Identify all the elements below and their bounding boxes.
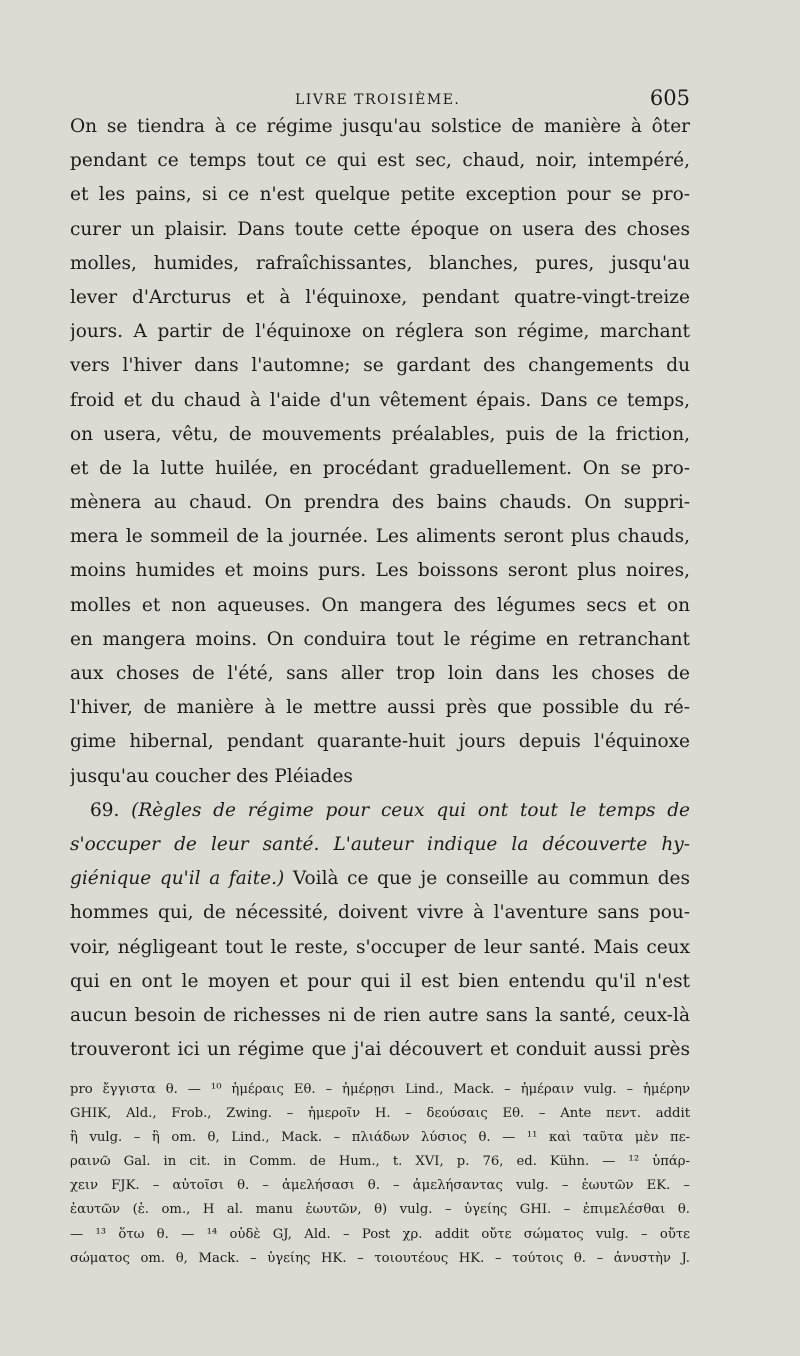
- section-title-end: giénique qu'il a faite.): [70, 868, 285, 890]
- footnotes: [70, 1078, 690, 1271]
- section-number: 69.: [90, 799, 120, 821]
- text-line: lever d'Arcturus et à l'équinoxe, pendant quatre-vingt-treize: [70, 286, 690, 308]
- text-line: jusqu'au coucher des Pléiades: [70, 765, 353, 787]
- text-line: gime hibernal, pendant quarante-huit jours depuis l'équinoxe: [70, 731, 690, 753]
- footnote-line: χειν FJK. – αὐτοῖσι θ. – ἀμελήσασι θ. – ἀμελήσαντας vulg. – ἑωυτῶν EK. –: [70, 1178, 690, 1194]
- text-line: moins humides et moins purs. Les boissons seront plus noires,: [70, 560, 690, 582]
- text-line: l'hiver, de manière à le mettre aussi près que possible du ré-: [70, 697, 690, 719]
- section-title: (Règles de régime pour ceux qui ont tout le temps de: [131, 799, 690, 821]
- section-title-line: s'occuper de leur santé. L'auteur indique la découverte hy-: [70, 833, 690, 855]
- text-line: molles et non aqueuses. On mangera des légumes secs et on: [70, 594, 690, 616]
- text-line: vers l'hiver dans l'automne; se gardant des changements du: [70, 355, 690, 377]
- text-line: molles, humides, rafraîchissantes, blanches, pures, jusqu'au: [70, 252, 690, 274]
- text-line: mera le sommeil de la journée. Les aliments seront plus chauds,: [70, 526, 690, 548]
- section-heading-line: [70, 794, 690, 828]
- text-line: aucun besoin de richesses ni de rien autre sans la santé, ceux-là: [70, 1004, 690, 1026]
- text-line: en mangera moins. On conduira tout le régime en retranchant: [70, 628, 690, 650]
- text-line: On se tiendra à ce régime jusqu'au solstice de manière à ôter: [70, 116, 690, 137]
- section-title-line: [70, 862, 690, 896]
- text-line: voir, négligeant tout le reste, s'occuper de leur santé. Mais ceux: [70, 936, 690, 958]
- text-line: et de la lutte huilée, en procédant graduellement. On se pro-: [70, 457, 690, 479]
- footnote-line: ραινῶ Gal. in cit. in Comm. de Hum., t. XVI, p. 76, ed. Kühn. — ¹² ὑπάρ-: [70, 1154, 690, 1170]
- running-title: LIVRE TROISIÈME.: [295, 92, 461, 108]
- text-line: aux choses de l'été, sans aller trop loin dans les choses de: [70, 663, 690, 684]
- footnote-line: σώματος om. θ, Mack. – ὑγείης HK. – τοιουτέους HK. – τούτοις θ. – ἀνυστὴν J.: [70, 1250, 690, 1266]
- text-line: pendant ce temps tout ce qui est sec, chaud, noir, intempéré,: [70, 150, 690, 172]
- footnote-line: GHIK, Ald., Frob., Zwing. – ἡμεροῖν H. – δεούσαις Εθ. – Ante πεντ. addit: [70, 1106, 690, 1122]
- footnote-line: ἢ vulg. – ἢ om. θ, Lind., Mack. – πλιάδων λύσιος θ. — ¹¹ καὶ ταῦτα μὲν πε-: [70, 1130, 690, 1146]
- text-line: jours. A partir de l'équinoxe on réglera son régime, marchant: [70, 321, 690, 343]
- text-line: hommes qui, de nécessité, doivent vivre à l'aventure sans pou-: [70, 902, 690, 924]
- footnote-line: ἑαυτῶν (ἑ. om., H al. manu ἑωυτῶν, θ) vulg. – ὑγείης GHI. – ἐπιμελέσθαι θ.: [70, 1202, 690, 1218]
- text-line: trouveront ici un régime que j'ai découvert et conduit aussi près: [70, 1039, 690, 1061]
- text-line: froid et du chaud à l'aide d'un vêtement épais. Dans ce temps,: [70, 389, 690, 411]
- text-line: on usera, vêtu, de mouvements préalables, puis de la friction,: [70, 423, 690, 445]
- text-line: qui en ont le moyen et pour qui il est bien entendu qu'il n'est: [70, 970, 690, 992]
- footnote-line: pro ἔγγιστα θ. — ¹⁰ ἡμέραις Εθ. – ἡμέρῃσι Lind., Mack. – ἡμέραιν vulg. – ἡμέρην: [70, 1082, 690, 1097]
- footnote-line: — ¹³ ὅτω θ. — ¹⁴ οὐδὲ GJ, Ald. – Post χρ. addit οὔτε σώματος vulg. – οὔτε: [70, 1226, 690, 1242]
- page-number: 605: [649, 86, 690, 110]
- section-text-start: Voilà ce que je conseille au commun des: [284, 868, 690, 890]
- body-text: [70, 110, 690, 1067]
- text-line: curer un plaisir. Dans toute cette époque on usera des choses: [70, 218, 690, 240]
- text-line: mènera au chaud. On prendra des bains chauds. On suppri-: [70, 492, 690, 514]
- text-line: et les pains, si ce n'est quelque petite exception pour se pro-: [70, 184, 690, 206]
